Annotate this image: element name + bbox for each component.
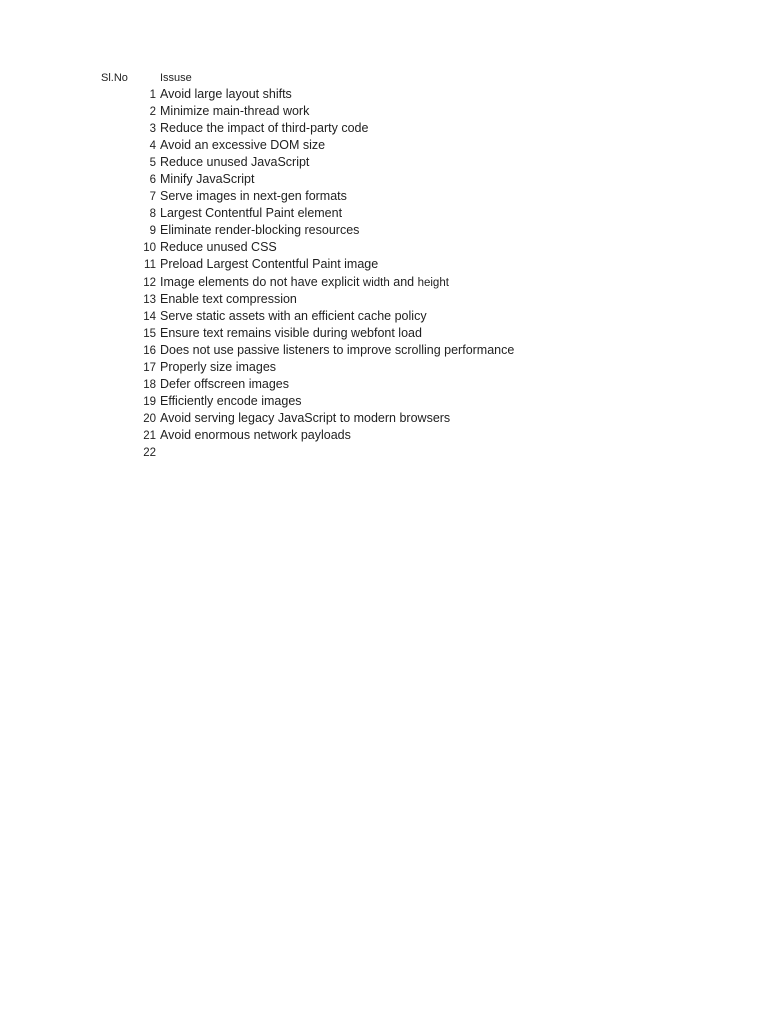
row-number: 8	[149, 208, 156, 221]
issue-text: Avoid serving legacy JavaScript to modern browsers	[160, 410, 451, 425]
row-number: 1	[149, 89, 156, 101]
issue-text: Eliminate render-blocking resources	[160, 223, 360, 238]
row-number: 21	[143, 429, 156, 442]
issue-text-mid: and	[389, 274, 418, 289]
table-row	[0, 291, 768, 308]
table-row	[0, 359, 768, 376]
issue-text: Preload Largest Contentful Paint image	[160, 257, 379, 272]
table-row	[0, 239, 768, 256]
issue-text: Avoid large layout shifts	[160, 87, 292, 101]
row-number: 2	[149, 106, 156, 119]
column-header-sl-no: Sl.No	[101, 72, 128, 84]
column-header-issue: Issuse	[160, 72, 192, 84]
issue-text: Minify JavaScript	[160, 172, 255, 187]
table-row	[0, 393, 768, 410]
table-row	[0, 171, 768, 188]
issue-text: Efficiently encode images	[160, 393, 302, 408]
table-row	[0, 154, 768, 171]
issue-text: Does not use passive listeners to improve scrolling performance	[160, 342, 515, 357]
row-number: 7	[149, 191, 156, 204]
table-row	[0, 103, 768, 120]
row-number: 13	[143, 293, 156, 306]
code-word-width: width	[362, 276, 390, 289]
header-row	[0, 71, 768, 87]
row-number: 20	[143, 412, 156, 425]
issue-text: Minimize main-thread work	[160, 104, 310, 119]
table-row	[0, 325, 768, 342]
table-row	[0, 308, 768, 325]
issue-text: Reduce unused JavaScript	[160, 155, 310, 170]
row-number: 14	[143, 310, 156, 323]
row-number: 5	[149, 157, 156, 170]
table-row	[0, 410, 768, 427]
table-row	[0, 274, 768, 291]
issue-text: Reduce the impact of third-party code	[160, 121, 369, 136]
row-number: 9	[149, 225, 156, 238]
issue-text: Serve static assets with an efficient cache policy	[160, 308, 427, 323]
row-number: 11	[144, 259, 156, 272]
table-row	[0, 137, 768, 154]
row-number: 3	[149, 123, 156, 136]
table-row	[0, 120, 768, 137]
table-row	[0, 188, 768, 205]
issue-text	[160, 274, 449, 291]
issue-text: Ensure text remains visible during webfont load	[160, 325, 422, 340]
table-row	[0, 86, 768, 103]
row-number: 12	[143, 276, 156, 289]
row-number: 22	[143, 446, 156, 459]
code-word-height: height	[417, 276, 449, 289]
row-number: 4	[149, 140, 156, 153]
issue-text: Avoid an excessive DOM size	[160, 138, 326, 153]
issue-text: Reduce unused CSS	[160, 240, 277, 255]
issue-text: Properly size images	[160, 359, 277, 374]
table-row	[0, 205, 768, 222]
row-number: 18	[143, 378, 156, 391]
issue-list	[0, 86, 768, 461]
row-number: 19	[143, 395, 156, 408]
table-row	[0, 256, 768, 273]
issue-text-main: Image elements do not have explicit	[160, 274, 360, 289]
table-row	[0, 444, 768, 461]
table-row	[0, 427, 768, 444]
issue-text: Largest Contentful Paint element	[160, 206, 343, 221]
issue-text: Defer offscreen images	[160, 376, 289, 391]
issue-text: Enable text compression	[160, 291, 297, 306]
table-row	[0, 342, 768, 359]
issue-text: Serve images in next-gen formats	[160, 189, 347, 204]
row-number: 10	[143, 242, 156, 255]
row-number: 6	[149, 174, 156, 187]
table-row	[0, 222, 768, 239]
row-number: 16	[143, 344, 156, 357]
table-row	[0, 376, 768, 393]
row-number: 15	[143, 327, 156, 340]
issue-text: Avoid enormous network payloads	[160, 427, 351, 442]
row-number: 17	[143, 361, 156, 374]
